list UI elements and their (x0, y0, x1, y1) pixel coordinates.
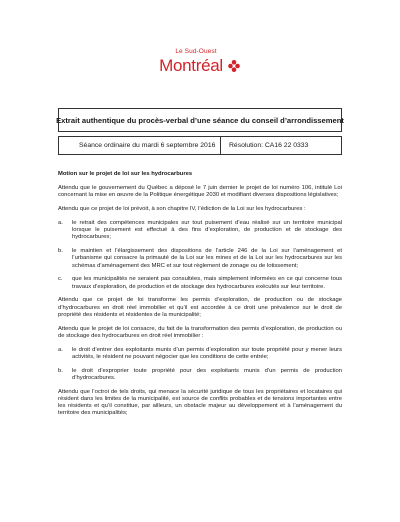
list-item-text: le retrait des compétences municipales sur tout puisement d’eau réalisé sur un territoire municipal lorsque le puisement est effectué à des fins d’exploration, de production et de stockage des hydrocarbures; (72, 220, 342, 241)
montreal-logo (0, 48, 400, 76)
document-title: Extrait authentique du procès-verbal d’une séance du conseil d’arrondissement (58, 108, 342, 132)
list-item (58, 347, 342, 361)
paragraph: Attendu que ce projet de loi transforme les permis d’exploration, de production ou de stockage d’hydrocarbures en droit réel immobilier et qu’il est accordée à ce droit une prévalence sur le droit de propriété des résidents et résidentes de la municipalité; (58, 297, 342, 318)
session-date: Séance ordinaire du mardi 6 septembre 2016 (59, 137, 221, 154)
paragraph: Attendu que le gouvernement du Québec a déposé le 7 juin dernier le projet de loi numéro 106, intitulé Loi concernant la mise en œuvre de la Politique énergétique 2030 et modifiant diverses dispositions législatives; (58, 185, 342, 199)
motion-title: Motion sur le projet de loi sur les hydrocarbures (58, 171, 193, 177)
list-item-letter: c. (58, 276, 63, 283)
list-item (58, 276, 342, 290)
list-item-text: le droit d’entrer des exploitants munis d’un permis d’exploration sur toute propriété pour y mener leurs activités, le résident ne pouvant négocier que les conditions de cette entrée; (72, 346, 342, 360)
list-item-letter: a. (58, 346, 63, 353)
rosette-icon (227, 59, 241, 73)
logo-name: Montréal (159, 56, 223, 75)
paragraph: Attendu que le projet de loi consacre, du fait de la transformation des permis d’exploration, de production ou de stockage des hydrocarbures en droit réel immobilier : (58, 325, 342, 339)
list-item (58, 220, 342, 242)
list-item-letter: a. (58, 220, 63, 226)
list-item (58, 368, 342, 382)
logo-subtitle: Le Sud-Ouest (175, 48, 217, 55)
resolution-number: Résolution: CA16 22 0333 (229, 142, 309, 149)
paragraph: Attendu que l’octroi de tels droits, qui menace la sécurité juridique de tous les propriétaires et locataires qui résident dans les limites de la municipalité, est source de conflits probables et de tensions importantes entre les résidents et qu’il constitue, par ailleurs, un obstacle majeur au développement et à l’aménagement du territoire des municipalités; (58, 388, 342, 417)
list-item-letter: b. (58, 367, 63, 374)
list-item (58, 248, 342, 270)
list-item-text: le droit d’exproprier toute propriété pour des exploitants munis d’un permis de production d’hydrocarbures. (72, 367, 342, 381)
list-item-text: le maintien et l’élargissement des dispositions de l’article 246 de la Loi sur l’aménagement et l’urbanisme qui consacre la primauté de la Loi sur les mines et de la Loi sur les hydrocarbures sur les schémas d’aménagement des MRC et sur tout règlement de zonage ou de lotissement; (72, 248, 342, 269)
paragraph: Attendu que ce projet de loi prévoit, à son chapitre IV, l’édiction de la Loi sur les hydrocarbures : (58, 206, 306, 213)
list-item-text: que les municipalités ne seraient pas consultées, mais simplement informées en ce qui concerne tous travaux d’exploration, de production et de stockage des hydrocarbures exécutés sur leur territoire. (72, 276, 342, 290)
session-info (58, 136, 342, 155)
document-body (58, 171, 342, 424)
list-item-letter: b. (58, 248, 63, 255)
